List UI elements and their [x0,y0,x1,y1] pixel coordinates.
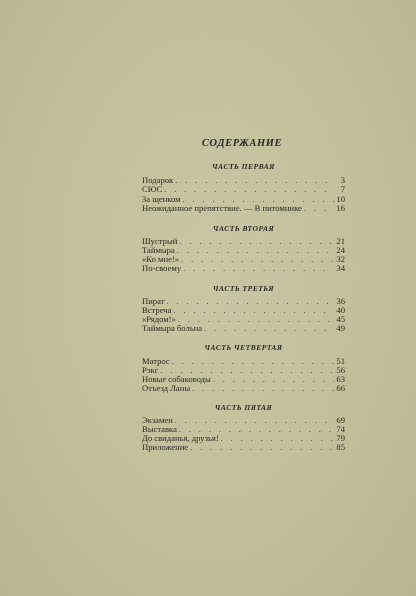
entry-title: Встреча [142,305,172,315]
entry-title: До свиданья, друзья! [142,433,219,443]
entry-page: 32 [336,254,345,264]
entry-title: Новые собаководы [142,374,211,384]
entry-page: 56 [336,365,345,375]
entry-page: 21 [336,236,345,246]
part-title: ЧАСТЬ ПЯТАЯ [214,403,273,412]
entry-page: 74 [336,424,345,434]
part-title: ЧАСТЬ ЧЕТВЕРТАЯ [204,343,283,352]
entry-page: 69 [336,415,345,425]
entry-title: Таймыра больна [142,323,203,333]
entry-page: 36 [336,296,345,306]
entry-title: Матрос [142,356,170,366]
toc-entry [142,263,345,273]
entry-title: Рэкс [142,365,159,375]
entry-page: 34 [336,263,345,273]
toc-entry [142,442,345,452]
toc-entry [142,184,345,194]
entry-title: Подарок [142,175,174,185]
dot-leader [204,324,334,334]
entry-title: Неожиданное препятствие. — В питомнике [142,203,302,213]
entry-page: 85 [336,442,345,452]
entry-title: За щенком [142,194,181,204]
entry-title: Экзамен [142,415,173,425]
dot-leader [190,443,334,453]
entry-title: Приложение [142,442,189,452]
part-title: ЧАСТЬ ПЕРВАЯ [212,162,275,171]
entry-page: 51 [336,356,345,366]
entry-page: 16 [336,203,345,213]
entry-page: 79 [336,433,345,443]
dot-leader [192,384,334,394]
dot-leader [304,204,334,214]
entry-title: По-своему [142,263,182,273]
entry-title: Таймыра [142,245,175,255]
entry-page: 3 [340,175,345,185]
dot-leader [183,264,334,274]
entry-page: 45 [336,314,345,324]
entry-page: 40 [336,305,345,315]
toc-entry [142,203,345,213]
entry-page: 7 [340,184,345,194]
entry-title: Шустрый [142,236,178,246]
entry-page: 10 [336,194,345,204]
toc-entry [142,383,345,393]
entry-page: 66 [336,383,345,393]
part-title: ЧАСТЬ ВТОРАЯ [212,224,275,233]
contents-title: СОДЕРЖАНИЕ [201,138,283,149]
entry-title: Отъезд Ланы [142,383,191,393]
entry-page: 24 [336,245,345,255]
entry-page: 49 [336,323,345,333]
entry-title: Пират [142,296,165,306]
toc-entry [142,323,345,333]
part-title: ЧАСТЬ ТРЕТЬЯ [212,284,275,293]
entry-title: СЮС [142,184,163,194]
entry-title: Выставка [142,424,177,434]
entry-page: 63 [336,374,345,384]
entry-title: «Рядом!» [142,314,176,324]
entry-title: «Ко мне!» [142,254,180,264]
